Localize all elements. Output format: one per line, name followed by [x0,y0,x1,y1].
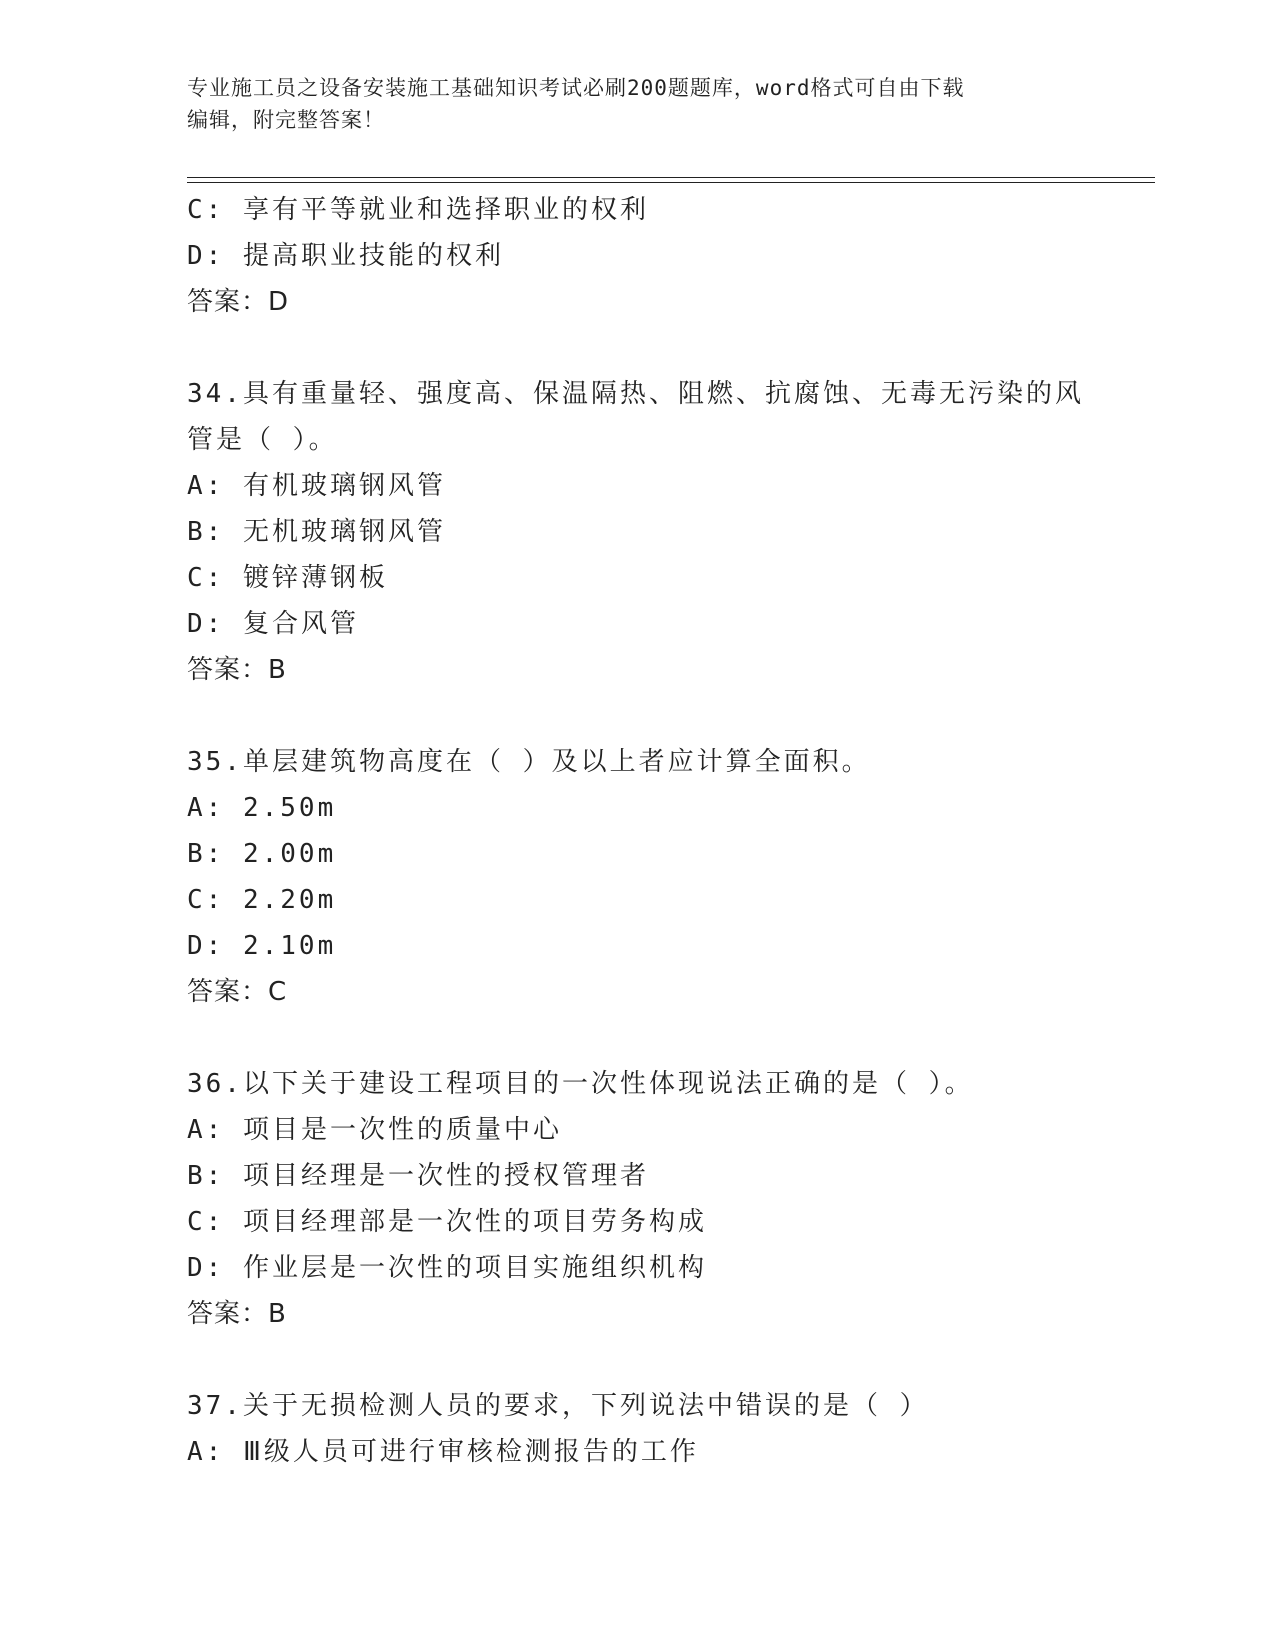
option-d: D: 复合风管 [187,609,359,639]
spacer [187,325,1087,371]
header-divider-top [187,177,1155,178]
question-stem: 35.单层建筑物高度在（ ）及以上者应计算全面积。 [187,747,871,777]
answer: 答案：C [187,977,288,1007]
header-title-line1: 专业施工员之设备安装施工基础知识考试必刷200题题库，word格式可自由下载 [187,76,965,100]
header-divider-bottom [187,182,1155,183]
option-a: A: 2.50m [187,793,337,823]
question-stem-cont: 管是（ ）。 [187,425,338,455]
question-36 [187,1061,1087,1337]
question-stem: 34.具有重量轻、强度高、保温隔热、阻燃、抗腐蚀、无毒无污染的风 [187,379,1084,409]
option-b: B: 2.00m [187,839,337,869]
option-c: C: 镀锌薄钢板 [187,563,388,593]
option-c: C: 项目经理部是一次性的项目劳务构成 [187,1207,707,1237]
option-d: D: 提高职业技能的权利 [187,241,504,271]
option-d: D: 2.10m [187,931,337,961]
question-33-tail [187,187,1087,325]
question-stem: 36.以下关于建设工程项目的一次性体现说法正确的是（ ）。 [187,1069,974,1099]
question-35 [187,739,1087,1015]
option-c: C: 2.20m [187,885,337,915]
answer: 答案：B [187,1299,287,1329]
answer: 答案：B [187,655,287,685]
question-stem: 37.关于无损检测人员的要求，下列说法中错误的是（ ） [187,1391,929,1421]
answer: 答案：D [187,287,290,317]
spacer [187,1337,1087,1383]
option-b: B: 无机玻璃钢风管 [187,517,446,547]
option-a: A: 项目是一次性的质量中心 [187,1115,562,1145]
question-37 [187,1383,1087,1475]
option-a: A: 有机玻璃钢风管 [187,471,446,501]
question-list [187,187,1087,1475]
document-header [187,72,1067,136]
question-34 [187,371,1087,693]
spacer [187,1015,1087,1061]
option-b: B: 项目经理是一次性的授权管理者 [187,1161,649,1191]
option-d: D: 作业层是一次性的项目实施组织机构 [187,1253,707,1283]
header-title-line2: 编辑，附完整答案！ [187,108,385,132]
spacer [187,693,1087,739]
option-c: C: 享有平等就业和选择职业的权利 [187,195,649,225]
option-a: A: Ⅲ级人员可进行审核检测报告的工作 [187,1437,699,1467]
